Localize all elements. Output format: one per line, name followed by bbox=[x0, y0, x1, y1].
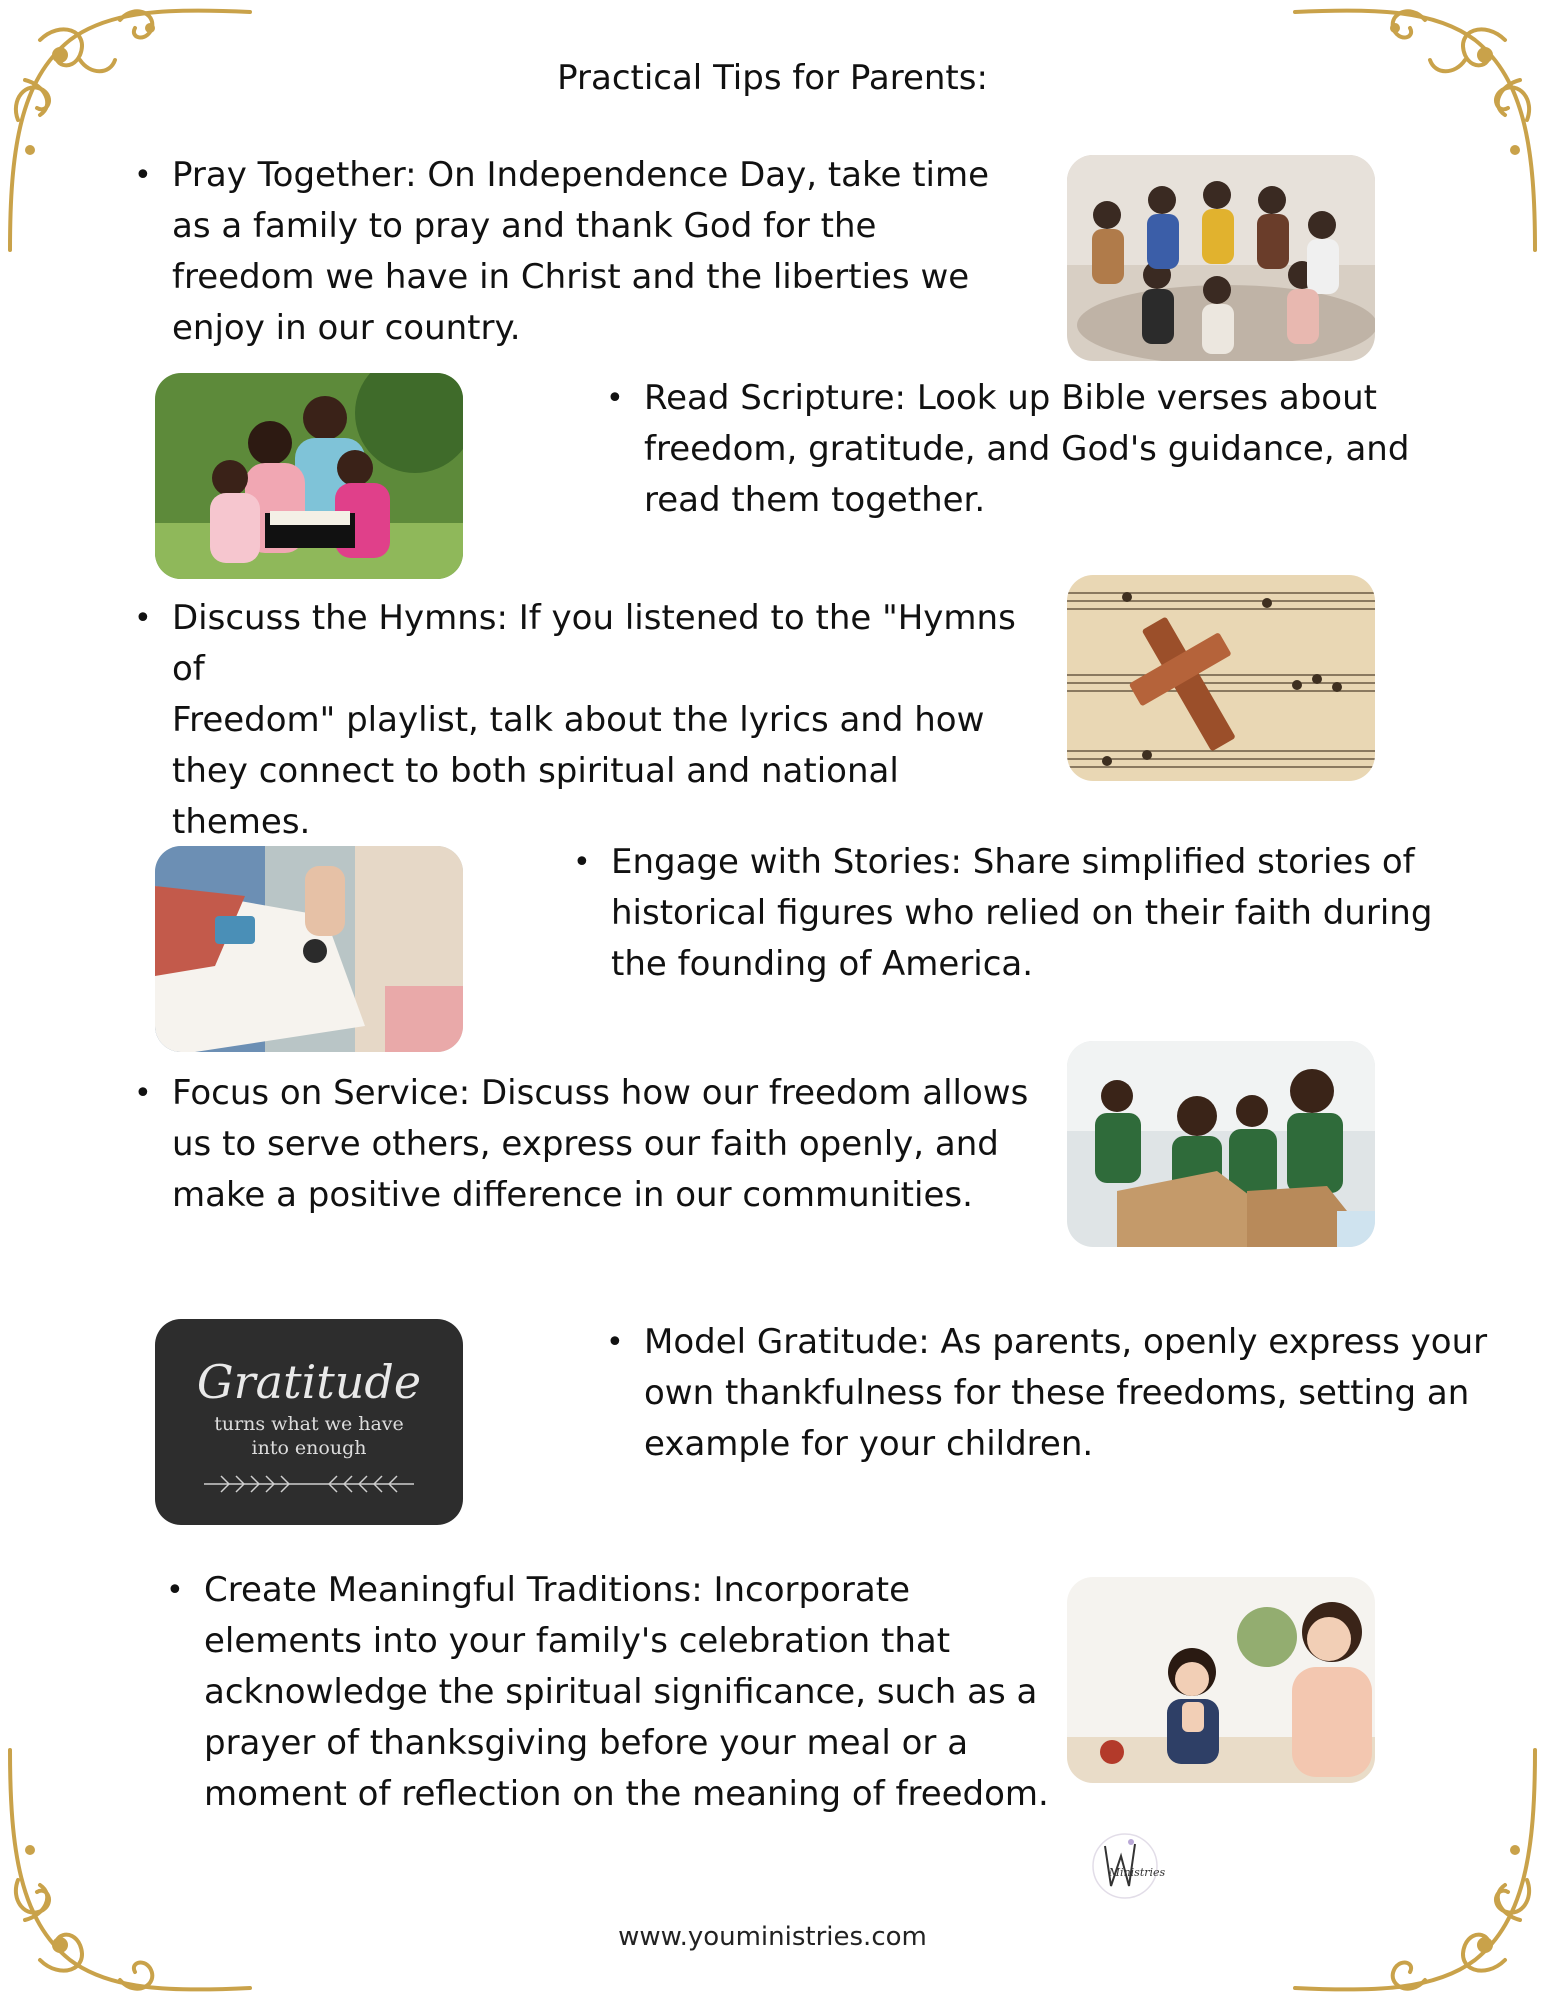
tip-discuss-hymns bbox=[134, 593, 1052, 848]
tip-line: acknowledge the spiritual significance, such as a bbox=[204, 1672, 1038, 1712]
tip-line: example for your children. bbox=[644, 1424, 1094, 1464]
tip-line: Read Scripture: Look up Bible verses about bbox=[644, 378, 1377, 418]
tip-line: read them together. bbox=[644, 480, 986, 520]
bullet-icon: • bbox=[134, 601, 152, 636]
tip-line: Model Gratitude: As parents, openly express your bbox=[644, 1322, 1488, 1362]
gratitude-word: Gratitude bbox=[196, 1355, 422, 1409]
tip-engage-stories bbox=[573, 837, 1471, 990]
tip-line: Focus on Service: Discuss how our freedom allows bbox=[172, 1073, 1029, 1113]
tip-line: moment of reflection on the meaning of freedom. bbox=[204, 1774, 1049, 1814]
photo-mother-daughter-praying bbox=[1067, 1577, 1375, 1783]
tip-line: us to serve others, express our faith openly, and bbox=[172, 1124, 999, 1164]
tip-line: the founding of America. bbox=[611, 944, 1034, 984]
tip-read-scripture bbox=[606, 373, 1444, 526]
page-title: Practical Tips for Parents: bbox=[557, 58, 988, 98]
tip-line: Discuss the Hymns: If you listened to the "Hymns of bbox=[172, 598, 1016, 689]
tip-create-traditions bbox=[166, 1565, 1064, 1820]
bullet-icon: • bbox=[606, 1325, 624, 1360]
tip-pray-together bbox=[134, 150, 1032, 354]
tip-model-gratitude bbox=[606, 1317, 1504, 1470]
tip-line: enjoy in our country. bbox=[172, 308, 521, 348]
tip-line: Pray Together: On Independence Day, take time bbox=[172, 155, 990, 195]
gratitude-line-1: turns what we have bbox=[214, 1413, 404, 1435]
footer-website-url: www.youministries.com bbox=[618, 1922, 927, 1952]
tip-line: prayer of thanksgiving before your meal or a bbox=[204, 1723, 969, 1763]
tip-line: as a family to pray and thank God for the bbox=[172, 206, 877, 246]
bullet-icon: • bbox=[134, 158, 152, 193]
tip-line: freedom, gratitude, and God's guidance, and bbox=[644, 429, 1410, 469]
laurel-divider-icon bbox=[199, 1469, 419, 1499]
tip-line: historical figures who relied on their faith during bbox=[611, 893, 1433, 933]
tip-line: Engage with Stories: Share simplified stories of bbox=[611, 842, 1415, 882]
tip-line: Create Meaningful Traditions: Incorporate bbox=[204, 1570, 910, 1610]
tip-line: freedom we have in Christ and the liberties we bbox=[172, 257, 970, 297]
tip-line: own thankfulness for these freedoms, setting an bbox=[644, 1373, 1470, 1413]
tip-line: themes. bbox=[172, 802, 311, 842]
photo-volunteers-packing-boxes bbox=[1067, 1041, 1375, 1247]
bullet-icon: • bbox=[573, 845, 591, 880]
gratitude-line-2: into enough bbox=[251, 1437, 367, 1459]
tip-line: they connect to both spiritual and national bbox=[172, 751, 899, 791]
tip-line: make a positive difference in our communities. bbox=[172, 1175, 973, 1215]
bullet-icon: • bbox=[134, 1076, 152, 1111]
logo-text: Ministries bbox=[1108, 1866, 1166, 1879]
photo-reading-storybook bbox=[155, 846, 463, 1052]
tip-line: elements into your family's celebration that bbox=[204, 1621, 951, 1661]
photo-cross-on-sheet-music bbox=[1067, 575, 1375, 781]
bullet-icon: • bbox=[166, 1573, 184, 1608]
photo-family-reading-bible bbox=[155, 373, 463, 579]
bullet-icon: • bbox=[606, 381, 624, 416]
tip-line: Freedom" playlist, talk about the lyrics and how bbox=[172, 700, 985, 740]
tip-focus-service bbox=[134, 1068, 1052, 1221]
image-gratitude-chalkboard bbox=[155, 1319, 463, 1525]
ministries-logo-icon bbox=[1075, 1828, 1175, 1908]
photo-group-prayer bbox=[1067, 155, 1375, 361]
